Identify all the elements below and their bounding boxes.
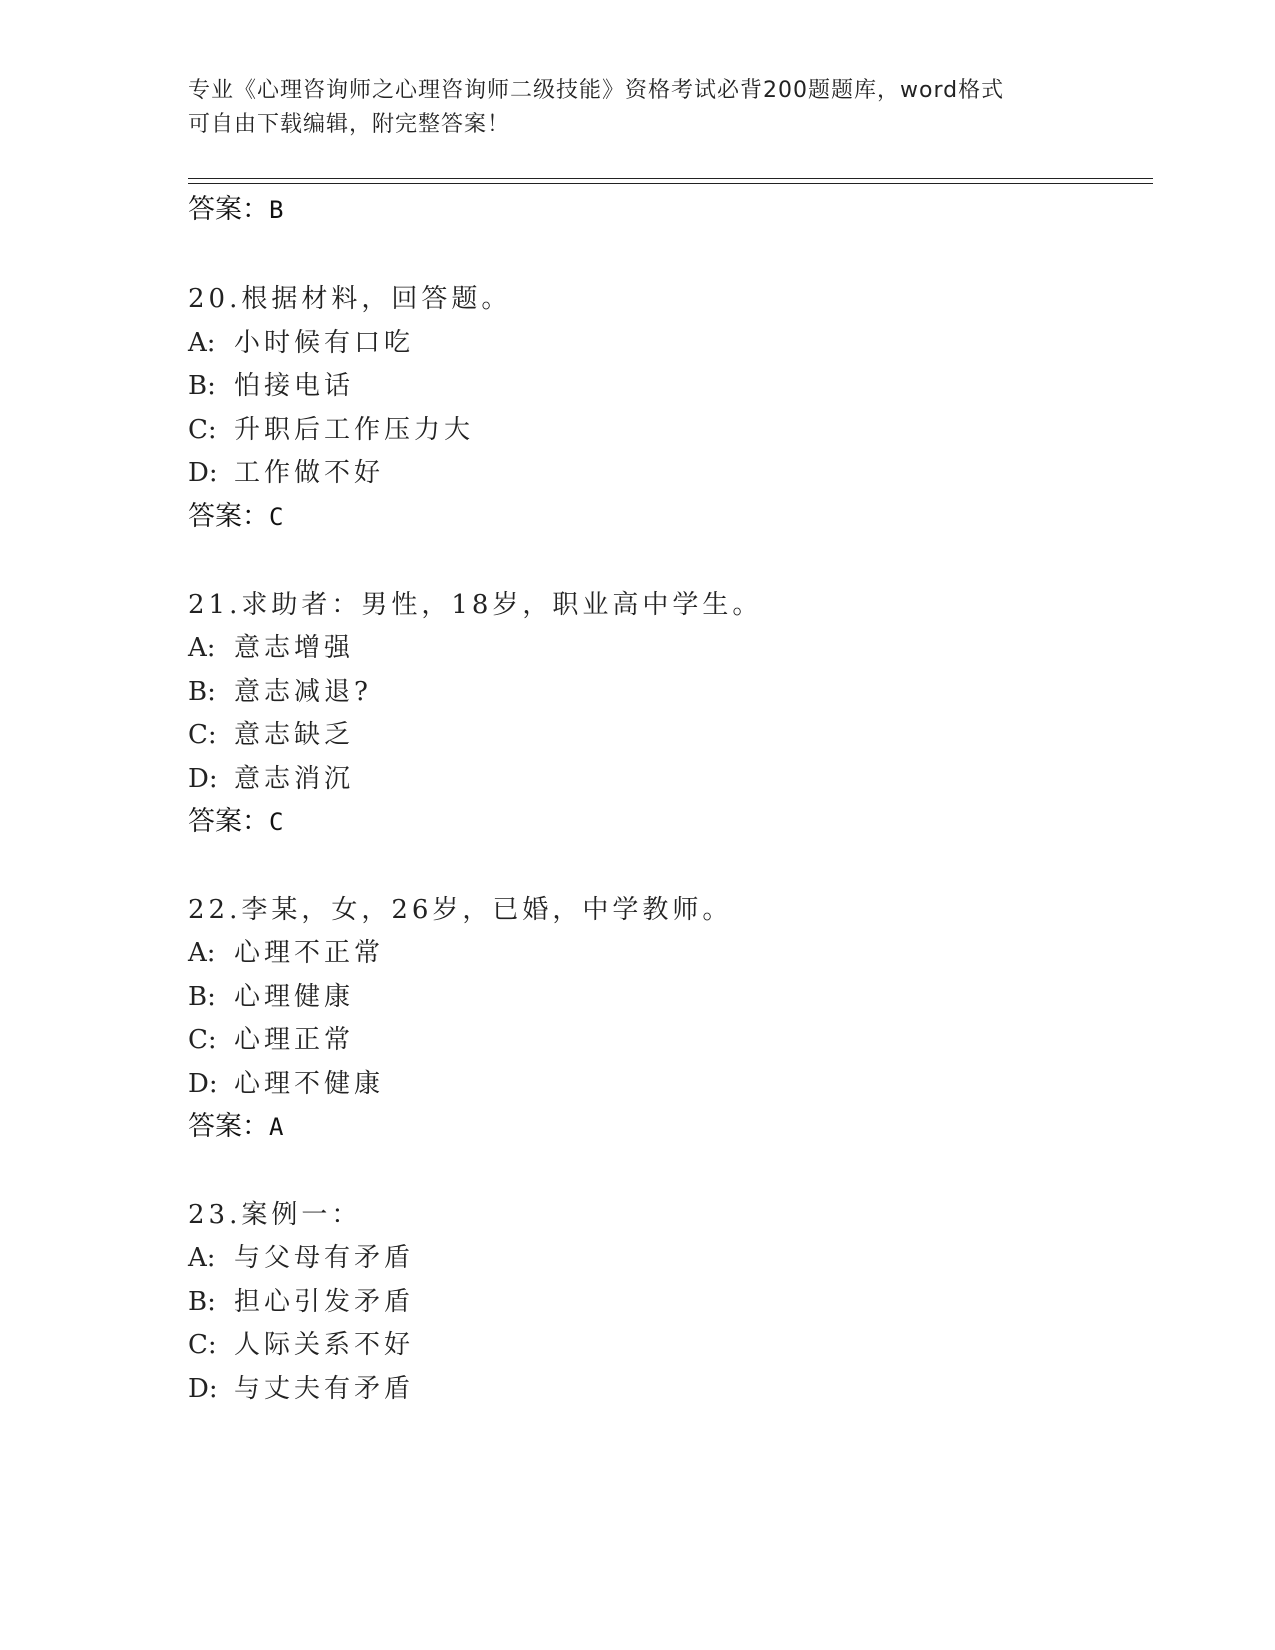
question-stem: 22.李某，女，26岁，已婚，中学教师。	[188, 895, 733, 925]
header-divider-top	[188, 178, 1153, 179]
answer-label: 答案：	[188, 806, 269, 837]
answer-line	[188, 190, 283, 230]
option-d: D: 与丈夫有矛盾	[188, 1374, 415, 1404]
header-divider-bottom	[188, 183, 1153, 184]
option-d: D: 意志消沉	[188, 764, 355, 794]
question-stem: 23.案例一：	[188, 1200, 362, 1230]
option-d: D: 工作做不好	[188, 458, 385, 488]
option-a: A: 小时候有口吃	[188, 328, 415, 358]
answer-label: 答案：	[188, 1111, 269, 1142]
option-a: A: 与父母有矛盾	[188, 1243, 415, 1273]
header-line-1: 专业《心理咨询师之心理咨询师二级技能》资格考试必背200题题库，word格式	[188, 78, 1005, 103]
header-line-2: 可自由下载编辑，附完整答案！	[188, 112, 511, 137]
answer-value: C	[269, 808, 284, 836]
option-b: B: 心理健康	[188, 982, 355, 1012]
option-a: A: 心理不正常	[188, 938, 385, 968]
question-stem: 20.根据材料，回答题。	[188, 284, 512, 314]
option-b: B: 担心引发矛盾	[188, 1287, 415, 1317]
answer-value: B	[269, 196, 284, 224]
option-c: C: 升职后工作压力大	[188, 415, 475, 445]
answer-label: 答案：	[188, 501, 269, 532]
option-c: C: 人际关系不好	[188, 1330, 415, 1360]
document-header	[188, 74, 1088, 142]
question-stem: 21.求助者：男性，18岁，职业高中学生。	[188, 590, 763, 620]
answer-value: A	[269, 1113, 284, 1141]
answer-line	[188, 1107, 283, 1147]
answer-line	[188, 497, 283, 537]
option-b: B: 怕接电话	[188, 371, 355, 401]
answer-line	[188, 802, 283, 842]
option-a: A: 意志增强	[188, 633, 355, 663]
option-d: D: 心理不健康	[188, 1069, 385, 1099]
option-b: B: 意志减退?	[188, 677, 372, 707]
option-c: C: 意志缺乏	[188, 720, 355, 750]
answer-value: C	[269, 503, 284, 531]
answer-label: 答案：	[188, 194, 269, 225]
option-c: C: 心理正常	[188, 1025, 355, 1055]
